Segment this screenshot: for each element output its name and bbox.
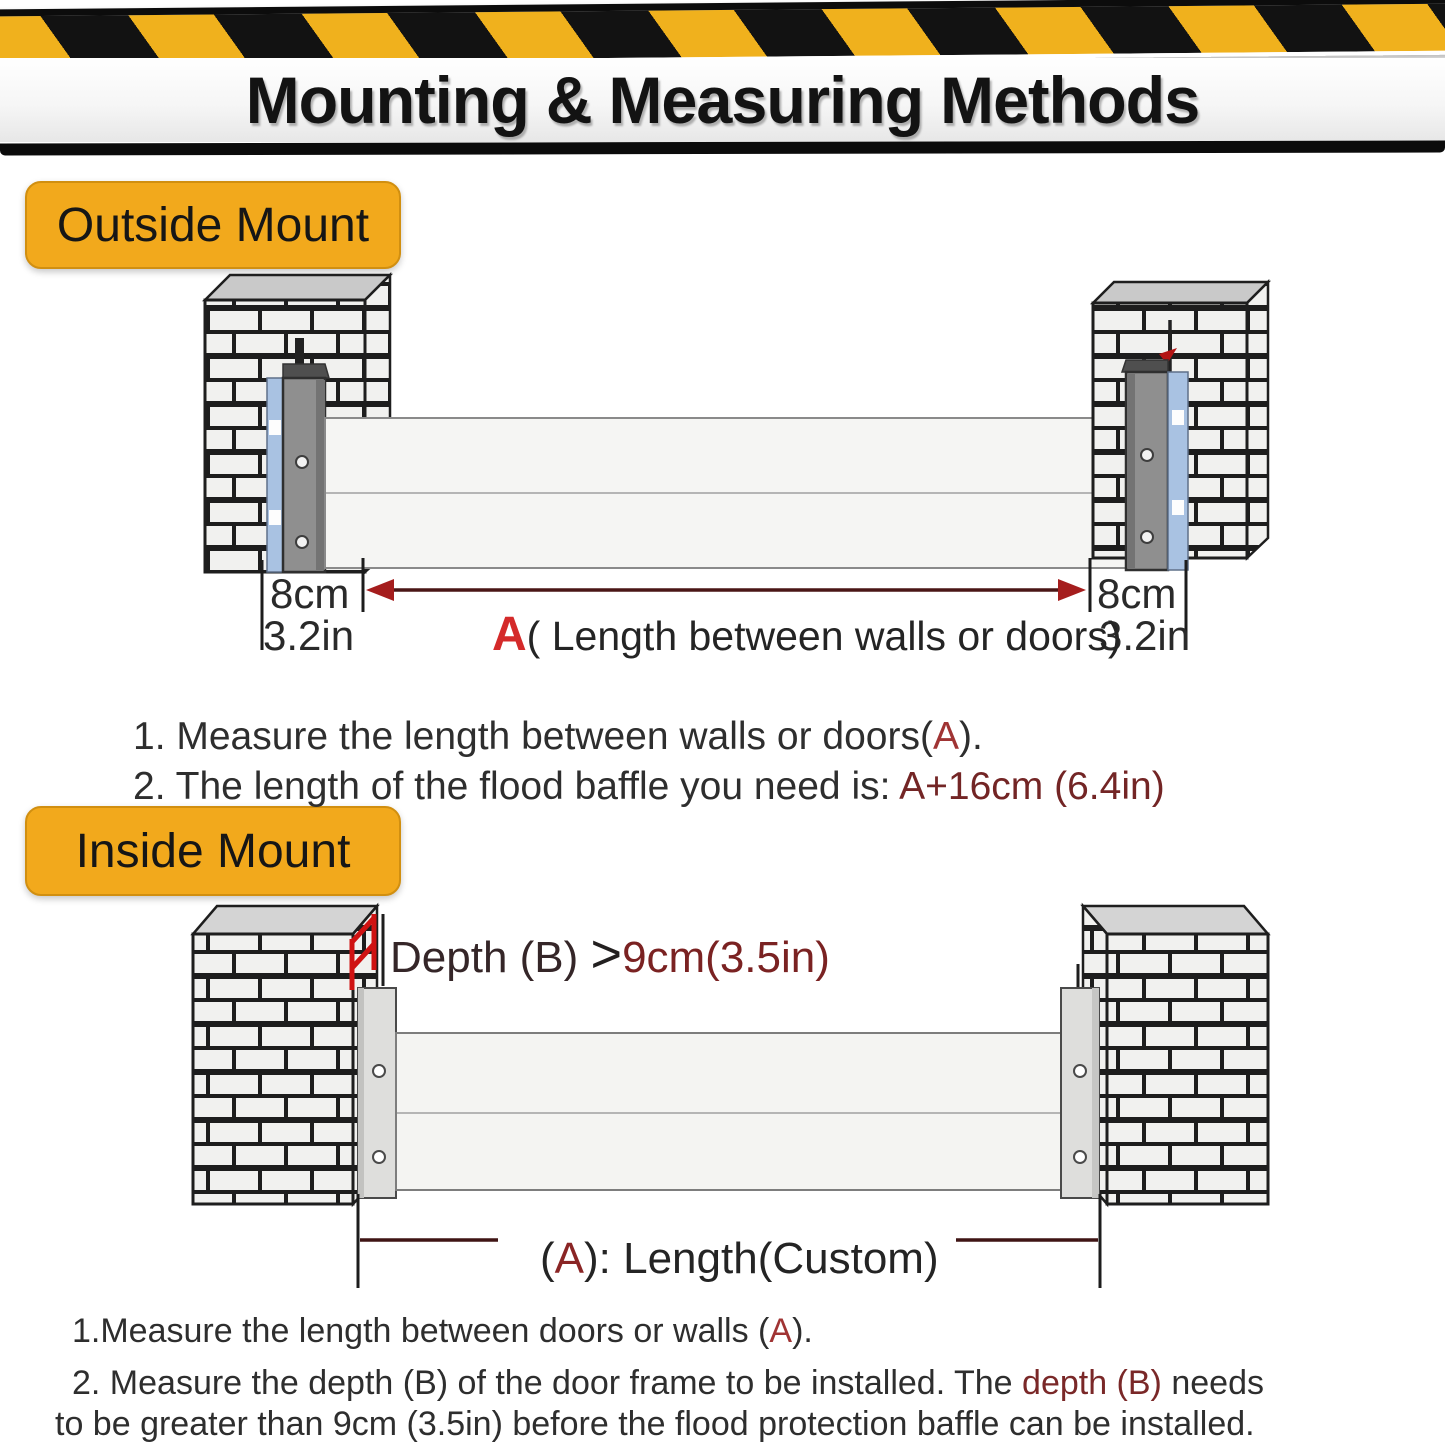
inside-mount-badge-label: Inside Mount xyxy=(75,824,351,878)
screw-hole xyxy=(373,1151,385,1163)
screw-hole xyxy=(1141,531,1153,543)
length-custom-label: (A): Length(Custom) xyxy=(540,1234,939,1283)
left-offset-cm: 8cm xyxy=(270,570,350,617)
title-band xyxy=(0,58,1445,142)
span-length-label: A( Length between walls or doors) xyxy=(492,608,1122,661)
page-title: Mounting & Measuring Methods xyxy=(245,63,1200,137)
inside-left-pillar xyxy=(193,906,377,1204)
inside-step-2-line-2: to be greater than 9cm (3.5in) before the flood protection baffle can be installed. xyxy=(55,1405,1255,1443)
inside-right-pillar xyxy=(1078,906,1268,1204)
outside-mount-badge xyxy=(25,181,401,269)
screw-hole xyxy=(1074,1151,1086,1163)
inside-step-1: 1.Measure the length between doors or walls (A). xyxy=(72,1312,813,1350)
outside-step-2: 2. The length of the flood baffle you need is: A+16cm (6.4in) xyxy=(133,765,1165,808)
outside-left-bracket xyxy=(267,364,329,572)
screw-hole xyxy=(296,536,308,548)
header-divider xyxy=(0,140,1445,155)
inside-right-bracket xyxy=(1061,988,1099,1198)
left-offset-in: 3.2in xyxy=(263,612,355,659)
inside-mount-diagram xyxy=(0,880,1445,1310)
inside-step-2-line-1: 2. Measure the depth (B) of the door frame to be installed. The depth (B) needs xyxy=(72,1364,1264,1402)
outside-right-bracket xyxy=(1122,360,1188,570)
screw-hole xyxy=(1074,1065,1086,1077)
right-gasket-strip xyxy=(1168,372,1188,570)
screw-hole xyxy=(373,1065,385,1077)
outside-mount-badge-label: Outside Mount xyxy=(56,198,370,252)
outside-flood-barrier-panel xyxy=(325,418,1132,568)
right-offset-cm: 8cm xyxy=(1097,570,1177,617)
right-offset-in: 3.2in xyxy=(1099,612,1191,659)
screw-hole xyxy=(1141,449,1153,461)
depth-label: Depth (B) >9cm(3.5in) xyxy=(390,924,830,984)
inside-flood-barrier-panel xyxy=(396,1033,1062,1190)
left-gasket-strip xyxy=(267,378,284,572)
outside-mount-diagram xyxy=(0,260,1445,670)
screw-hole xyxy=(296,456,308,468)
inside-left-bracket xyxy=(358,988,396,1198)
outside-step-1: 1. Measure the length between walls or doors(A). xyxy=(133,715,983,758)
